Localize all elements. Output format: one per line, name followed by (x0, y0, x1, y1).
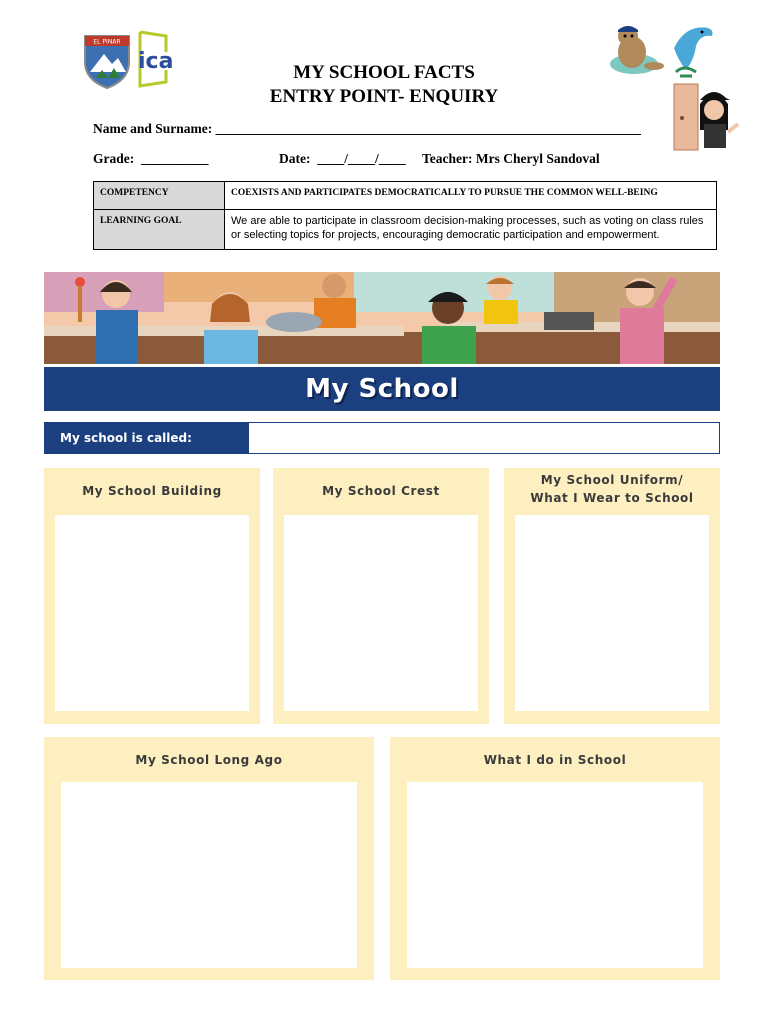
panel-title: My School Crest (322, 484, 440, 498)
panel-title: My School Uniform/ What I Wear to School (530, 473, 694, 505)
what-i-do-drawing-area[interactable] (407, 782, 703, 968)
school-crest-panel (273, 468, 489, 724)
panel-title: My School Building (82, 484, 222, 498)
learning-goal-label: LEARNING GOAL (94, 210, 225, 250)
what-i-do-panel (390, 737, 720, 980)
table-row (94, 210, 717, 250)
school-name-row (44, 422, 720, 454)
my-school-heading: My School (305, 374, 459, 404)
competency-table (93, 181, 717, 250)
school-crest-logo (82, 32, 132, 90)
school-long-ago-drawing-area[interactable] (61, 782, 357, 968)
school-uniform-drawing-area[interactable] (515, 515, 709, 711)
school-name-input[interactable] (249, 423, 719, 455)
teacher-label: Teacher: Mrs Cheryl Sandoval (422, 151, 600, 166)
document-title: MY SCHOOL FACTS (293, 62, 475, 83)
school-building-drawing-area[interactable] (55, 515, 249, 711)
competency-value: COEXISTS AND PARTICIPATES DEMOCRATICALLY TO PURSUE THE COMMON WELL-BEING (225, 182, 717, 210)
classroom-banner-illustration (44, 272, 720, 364)
learning-goal-value: We are able to participate in classroom decision-making processes, such as voting on class rules or selecting topics for projects, encouraging democratic participation and empowerment. (225, 210, 717, 250)
panel-title: What I do in School (483, 753, 627, 767)
school-building-panel (44, 468, 260, 724)
crest-text: EL PINAR (93, 38, 121, 46)
school-name-label-cell (45, 423, 249, 453)
school-uniform-panel (504, 468, 720, 724)
competency-label: COMPETENCY (94, 182, 225, 210)
name-surname-field[interactable]: Name and Surname: _______________________________________________________________ (93, 121, 641, 136)
ica-logo-text: ica (138, 49, 174, 74)
table-row (94, 182, 717, 210)
date-field[interactable]: Date: ____/____/____ (279, 151, 406, 166)
panel-title: My School Long Ago (135, 753, 283, 767)
dolphin-mascot-icon (674, 27, 713, 76)
seal-mascot-icon (610, 26, 664, 74)
document-subtitle: ENTRY POINT- ENQUIRY (269, 86, 499, 107)
student-at-door-icon (674, 84, 738, 150)
school-name-label: My school is called: (60, 431, 192, 445)
school-crest-drawing-area[interactable] (284, 515, 478, 711)
school-long-ago-panel (44, 737, 374, 980)
ica-logo (136, 30, 180, 88)
my-school-heading-band (44, 367, 720, 411)
grade-field[interactable]: Grade: __________ (93, 151, 209, 166)
